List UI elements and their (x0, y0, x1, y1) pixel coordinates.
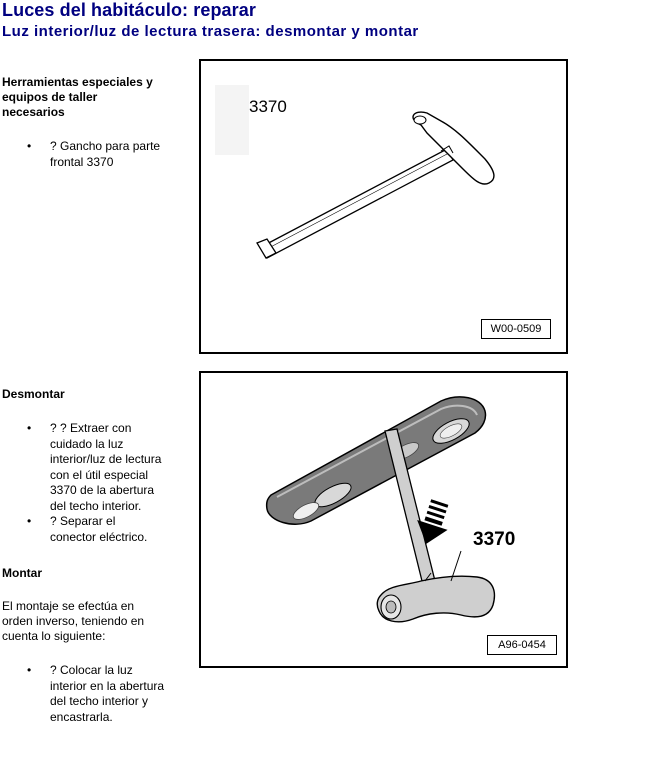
list-item (2, 663, 178, 725)
desmontar-section (2, 387, 178, 545)
part-label: 3370 (473, 529, 516, 550)
item-line: ? ? Extraer con (50, 421, 132, 435)
item-line: interior/luz de lectura (50, 452, 162, 466)
figure-code: W00-0509 (481, 319, 551, 339)
item-line: ? Separar el (50, 514, 116, 528)
figure-tool-3370 (199, 59, 568, 354)
item-line: ? Gancho para parte (50, 139, 161, 153)
item-line: ? Colocar la luz (50, 663, 133, 677)
desmontar-list (2, 421, 178, 545)
montar-list (2, 663, 178, 725)
item-line: interior en la abertura (50, 678, 165, 693)
item-line: frontal 3370 (50, 154, 114, 169)
item-line: del techo interior. (50, 498, 142, 513)
tools-list (2, 139, 178, 170)
tools-heading-line: Herramientas especiales y (2, 75, 153, 89)
intro-line: cuenta lo siguiente: (2, 629, 106, 643)
item-line: conector eléctrico. (50, 529, 148, 544)
figure-code: A96-0454 (487, 635, 557, 655)
part-label: 3370 (249, 97, 287, 116)
list-item (2, 514, 178, 545)
light-removal-illustration (201, 373, 566, 666)
desmontar-heading: Desmontar (2, 387, 65, 401)
montar-intro (2, 599, 178, 644)
montar-section (2, 566, 178, 725)
tools-heading-line: necesarios (2, 105, 65, 119)
item-line: encastrarla. (50, 709, 113, 724)
intro-line: El montaje se efectúa en (2, 599, 135, 613)
item-line: con el útil especial (50, 467, 149, 482)
bullet: • (27, 139, 32, 153)
tools-heading (2, 75, 178, 120)
tools-section (2, 75, 178, 170)
bullet: • (27, 663, 32, 677)
item-line: 3370 de la abertura (50, 483, 155, 497)
montar-heading: Montar (2, 566, 42, 580)
bullet: • (27, 514, 32, 528)
figure-light-removal (199, 371, 568, 668)
item-line: cuidado la luz (50, 436, 124, 451)
list-item (2, 421, 178, 514)
page-title: Luces del habitáculo: reparar (2, 0, 256, 20)
item-line: del techo interior y (50, 694, 149, 708)
list-item (2, 139, 178, 170)
intro-line: orden inverso, teniendo en (2, 614, 145, 628)
page-subtitle: Luz interior/luz de lectura trasera: desmontar y montar (2, 23, 419, 40)
bullet: • (27, 421, 32, 435)
tools-heading-line: equipos de taller (2, 90, 98, 104)
